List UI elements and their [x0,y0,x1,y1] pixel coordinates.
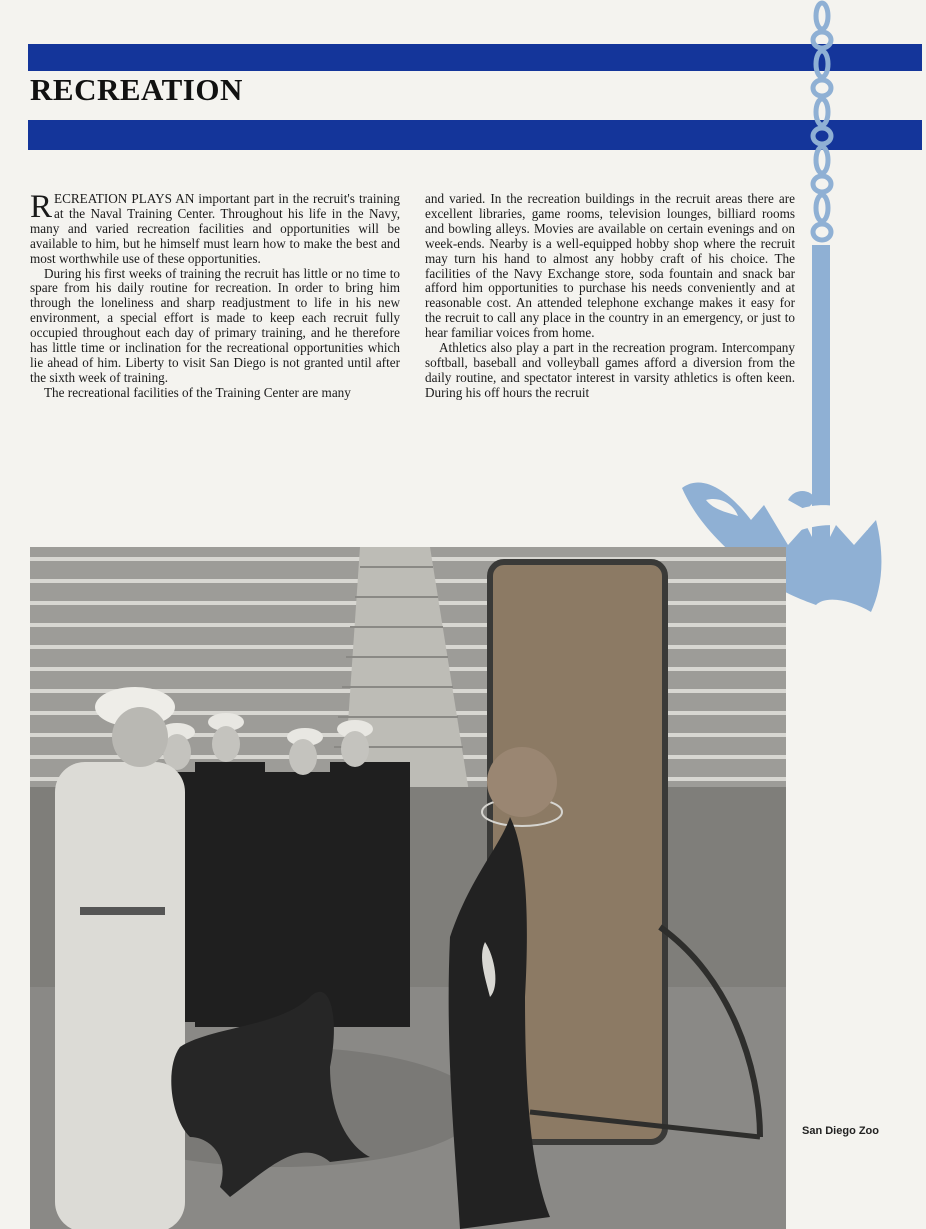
article-column-right [425,192,795,401]
paragraph-3: The recreational facilities of the Training Center are many [44,384,351,400]
sea-lion-photo [30,547,786,1229]
article-column-left [30,189,400,401]
paragraph-5: Athletics also play a part in the recreation program. Intercompany softball, baseball and volleyball games afford a diversion from the daily routine, and spectator interest in varsity athletics is often keen. During his off hours the recruit [425,340,795,400]
paragraph-1: RECREATION PLAYS AN important part in the recruit's training at the Naval Training Center. Throughout his life in the Navy, many and varied recreation facilities and opportunities will be available to him, but he himself must learn how to make the best and most worthwhile use of these opportunities. [30,189,400,266]
paragraph-2: During his first weeks of training the recruit has little or no time to spare from his daily routine for recreation. In order to bring him through the loneliness and sharp readjustment to life in his new environment, a special effort is made to keep each recruit fully occupied throughout each day of primary training, and he therefore has little time or inclination for the recreational opportunities which lie ahead of him. Liberty to visit San Diego is not granted until after the sixth week of training. [30,265,400,385]
photo-caption: San Diego Zoo [802,1125,879,1137]
drop-cap: R [30,189,53,225]
paragraph-4: and varied. In the recreation buildings in the recruit areas there are excellent libraries, game rooms, television lounges, billiard rooms and bowling alleys. Movies are available on certain evenings and on week-ends. Nearby is a well-equipped hobby shop where the recruit may turn his hand to almost any hobby craft of his choice. The facilities of the Navy Exchange store, soda fountain and snack bar afford him opportunities to purchase his needs conveniently and at reasonable cost. An attended telephone exchange makes it easy for the recruit to call any place in the country in an emergency, or just to hear familiar voices from home. [425,191,795,341]
page-title: RECREATION [30,72,243,107]
